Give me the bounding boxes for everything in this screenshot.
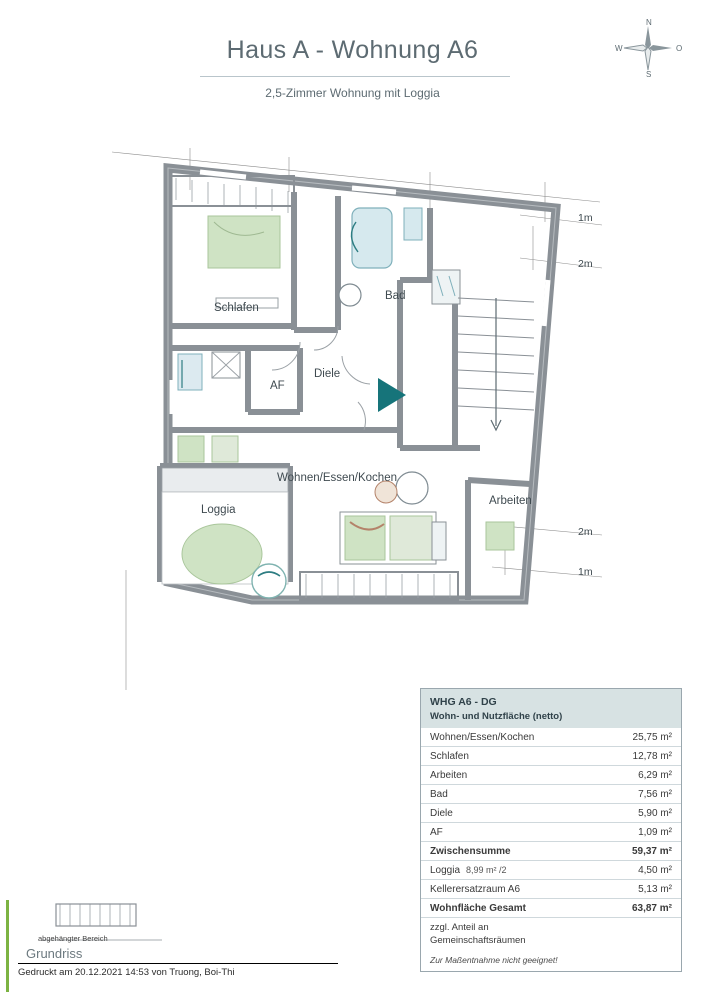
area-row-name: Kellerersatzraum A6 (430, 883, 521, 895)
table-row (421, 766, 681, 785)
area-row-name: Bad (430, 788, 448, 800)
table-row (421, 747, 681, 766)
page-edge-accent (6, 900, 9, 992)
area-row-name: Wohnen/Essen/Kochen (430, 731, 535, 743)
page-title: Haus A - Wohnung A6 (226, 36, 479, 64)
compass-label-south: S (646, 70, 652, 79)
table-row-total (421, 899, 681, 918)
area-row-value: 5,90 m² (638, 807, 672, 819)
table-row (421, 804, 681, 823)
area-table-header (421, 689, 681, 728)
room-label-wohnen-essen-kochen: Wohnen/Essen/Kochen (277, 472, 397, 484)
area-row-value: 59,37 m² (631, 845, 672, 857)
area-row-name: Schlafen (430, 750, 469, 762)
table-row (421, 823, 681, 842)
table-row-loggia (421, 861, 681, 880)
table-row (421, 880, 681, 899)
page-subtitle: 2,5-Zimmer Wohnung mit Loggia (265, 86, 440, 100)
area-row-value: 5,13 m² (638, 883, 672, 895)
area-table-body (421, 728, 681, 971)
area-row-value: 7,56 m² (638, 788, 672, 800)
room-label-af: AF (270, 380, 285, 392)
area-row-value: 4,50 m² (638, 864, 672, 876)
compass-label-north: N (646, 18, 652, 27)
area-row-value: 63,87 m² (631, 902, 672, 914)
area-table (420, 688, 682, 972)
area-row-value: 25,75 m² (632, 731, 672, 743)
drawing-type-label: Grundriss (26, 946, 83, 961)
area-row-name: Zwischensumme (430, 845, 511, 857)
area-note-line-2: Gemeinschaftsräumen (430, 934, 526, 946)
area-row-value: 6,29 m² (638, 769, 672, 781)
room-label-bad: Bad (385, 290, 406, 302)
dimension-label-top-1m: 1m (578, 212, 593, 224)
floor-plan-drawing (0, 130, 705, 690)
table-row-subtotal (421, 842, 681, 861)
area-row-name: Loggia (430, 864, 461, 876)
area-row-name: Diele (430, 807, 453, 819)
dimension-label-top-2m: 2m (578, 258, 593, 270)
floor-plan (0, 130, 705, 690)
area-table-title: WHG A6 - DG (430, 696, 497, 708)
dimension-label-bottom-1m: 1m (578, 566, 593, 578)
area-row-subnote: 8,99 m² /2 (466, 864, 507, 875)
area-table-note (421, 918, 681, 950)
compass-label-east: O (676, 44, 683, 53)
area-row-name: AF (430, 826, 443, 838)
footer-divider (18, 963, 338, 964)
room-label-arbeiten: Arbeiten (489, 495, 532, 507)
room-label-schlafen: Schlafen (214, 302, 259, 314)
table-row (421, 728, 681, 747)
room-label-loggia: Loggia (201, 504, 236, 516)
title-divider (200, 76, 510, 77)
area-row-value: 12,78 m² (632, 750, 672, 762)
area-row-name: Wohnfläche Gesamt (430, 902, 526, 914)
area-row-name: Arbeiten (430, 769, 468, 781)
table-row (421, 785, 681, 804)
dimension-label-bottom-2m: 2m (578, 526, 593, 538)
room-label-diele: Diele (314, 368, 341, 380)
compass-label-west: W (615, 44, 623, 53)
print-info: Gedruckt am 20.12.2021 14:53 von Truong, Boi-Thi (18, 967, 235, 978)
compass-rose (612, 18, 684, 80)
area-table-subtitle: Wohn- und Nutzfläche (netto) (430, 711, 563, 722)
area-table-footnote: Zur Maßentnahme nicht geeignet! (430, 954, 558, 965)
area-note-line-1: zzgl. Anteil an (430, 922, 489, 933)
sketch-caption: abgehängter Bereich (38, 934, 108, 943)
area-row-value: 1,09 m² (638, 826, 672, 838)
